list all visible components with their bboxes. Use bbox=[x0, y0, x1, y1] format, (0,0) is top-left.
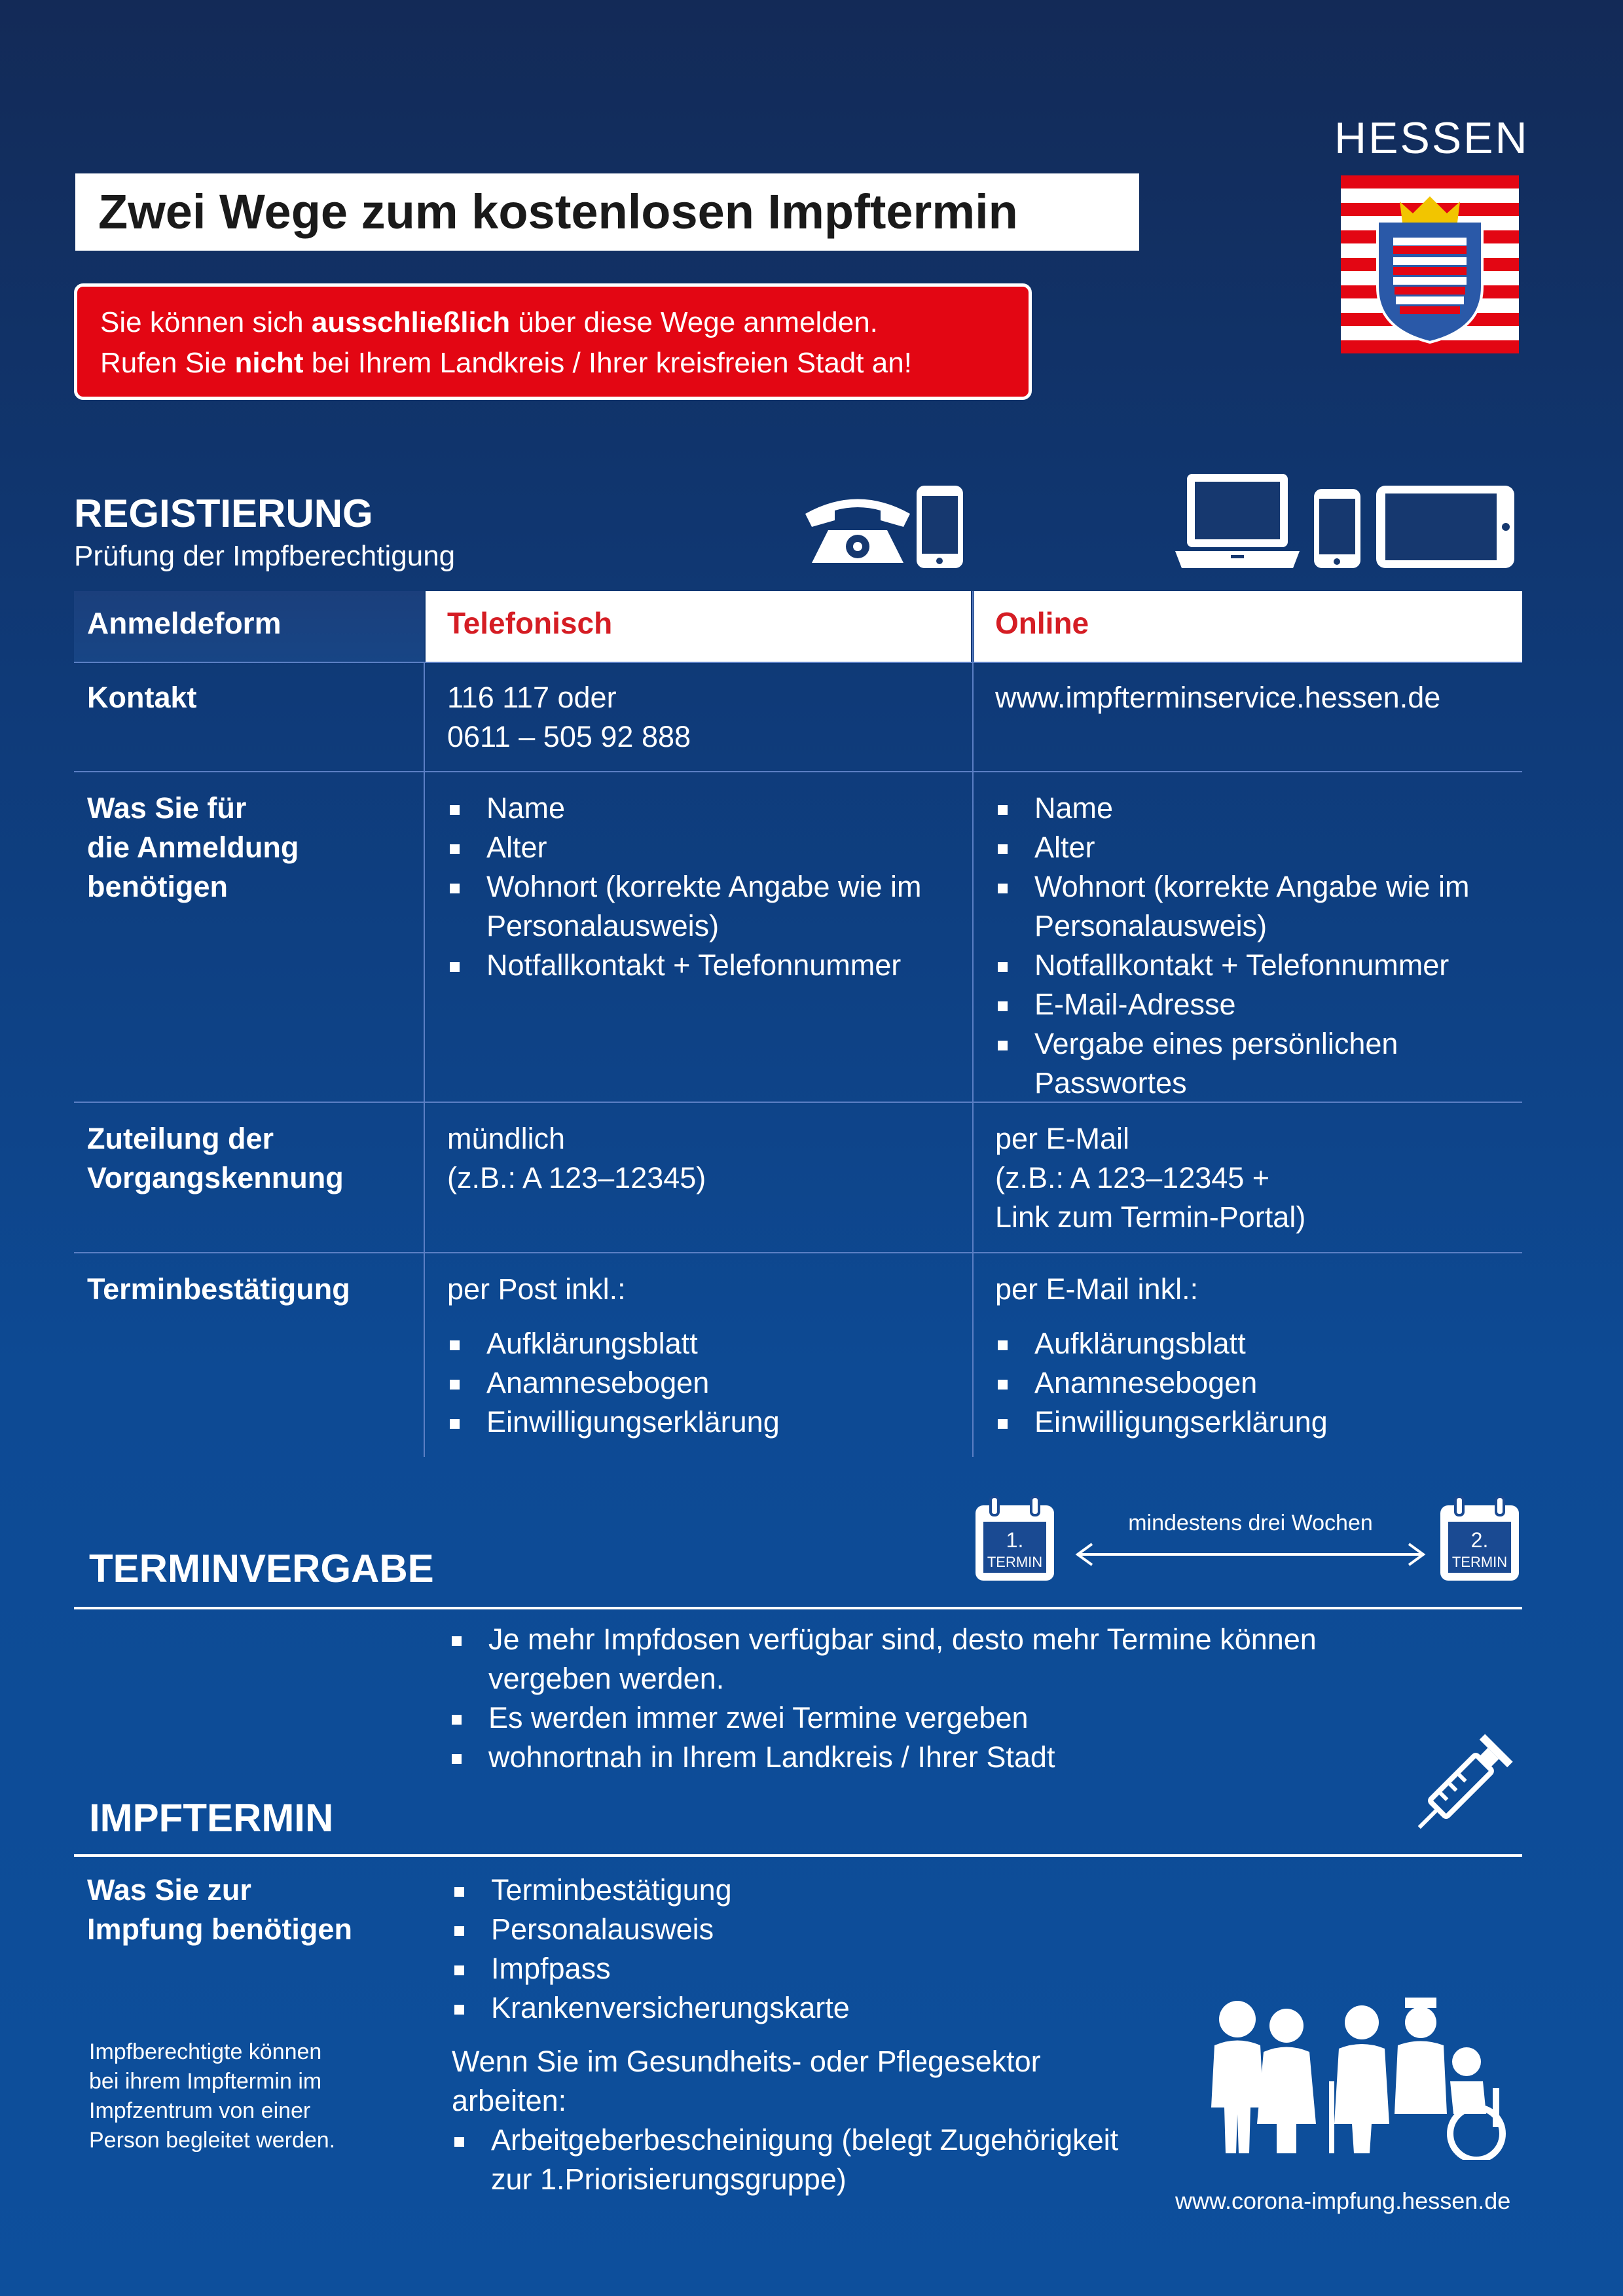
registrierung-title: REGISTIERUNG bbox=[74, 492, 373, 535]
list-item: Notfallkontakt + Telefonnummer bbox=[995, 946, 1519, 985]
list-item: Wohnort (korrekte Angabe wie im Personalausweis) bbox=[995, 867, 1519, 946]
note-line-2: bei ihrem Impftermin im bbox=[89, 2069, 322, 2094]
label-zuteilung bbox=[87, 1119, 344, 1198]
list-item: Personalausweis bbox=[452, 1910, 1172, 1949]
row-divider bbox=[74, 1252, 1522, 1253]
impftermin-list bbox=[452, 1871, 1172, 2028]
list-item: Je mehr Impfdosen verfügbar sind, desto mehr Termine können vergeben werden. bbox=[449, 1620, 1444, 1698]
benoetigt-telefon-list bbox=[447, 789, 971, 985]
terminvergabe-title: TERMINVERGABE bbox=[89, 1547, 434, 1590]
list-item: Notfallkontakt + Telefonnummer bbox=[447, 946, 971, 985]
warning-box bbox=[74, 283, 1032, 400]
tablet-icon bbox=[1375, 484, 1516, 569]
kontakt-telefon bbox=[447, 678, 691, 757]
terminvergabe-rule bbox=[74, 1607, 1522, 1609]
sector-intro bbox=[452, 2042, 1041, 2121]
list-item: Alter bbox=[447, 828, 971, 867]
sector-intro-line-1: Wenn Sie im Gesundheits- oder Pflegesektor bbox=[452, 2045, 1041, 2078]
calendar-2-num: 2. bbox=[1470, 1528, 1489, 1552]
sector-list bbox=[452, 2121, 1139, 2199]
header-anmeldeform: Anmeldeform bbox=[87, 606, 282, 640]
laptop-icon bbox=[1175, 473, 1300, 569]
label-benoetigt-line-2: die Anmeldung bbox=[87, 831, 299, 864]
kontakt-online-url[interactable]: www.impfterminservice.hessen.de bbox=[995, 681, 1441, 714]
bestaetigung-tel-intro: per Post inkl.: bbox=[447, 1272, 626, 1306]
label-impfung-line-2: Impfung benötigen bbox=[87, 1912, 352, 1946]
list-item: Alter bbox=[995, 828, 1519, 867]
note-line-1: Impfberechtigte können bbox=[89, 2039, 322, 2064]
begleitung-note bbox=[89, 2037, 335, 2155]
registrierung-subtitle: Prüfung der Impfberechtigung bbox=[74, 540, 456, 572]
zuteilung-tel-line-1: mündlich bbox=[447, 1122, 566, 1155]
calendar-1-num: 1. bbox=[1006, 1528, 1024, 1552]
people-group-icon bbox=[1198, 1996, 1525, 2160]
note-line-3: Impfzentrum von einer bbox=[89, 2098, 311, 2123]
zuteilung-online-line-1: per E-Mail bbox=[995, 1122, 1130, 1155]
benoetigt-online-list bbox=[995, 789, 1519, 1103]
hessen-coat-of-arms-icon bbox=[1341, 175, 1519, 353]
header-online: Online bbox=[995, 606, 1089, 640]
telephone-icon bbox=[799, 484, 917, 569]
label-benoetigt-line-1: Was Sie für bbox=[87, 791, 247, 825]
syringe-icon bbox=[1401, 1725, 1525, 1842]
list-item: Name bbox=[447, 789, 971, 828]
terminvergabe-list bbox=[449, 1620, 1444, 1777]
list-item: wohnortnah in Ihrem Landkreis / Ihrer Stadt bbox=[449, 1738, 1444, 1777]
website-link[interactable]: www.corona-impfung.hessen.de bbox=[1175, 2187, 1511, 2214]
warning-line-2: Rufen Sie nicht bei Ihrem Landkreis / Ihrer kreisfreien Stadt an! bbox=[100, 347, 912, 379]
kontakt-tel-line-2: 0611 – 505 92 888 bbox=[447, 720, 691, 753]
row-divider bbox=[74, 662, 1522, 663]
zuteilung-online bbox=[995, 1119, 1305, 1237]
zuteilung-tel-line-2: (z.B.: A 123–12345) bbox=[447, 1161, 706, 1194]
list-item: Aufklärungsblatt bbox=[995, 1324, 1519, 1363]
double-arrow-icon bbox=[1074, 1541, 1427, 1568]
row-divider bbox=[74, 771, 1522, 772]
label-benoetigt-line-3: benötigen bbox=[87, 870, 228, 903]
impftermin-title: IMPFTERMIN bbox=[89, 1796, 334, 1840]
bestaetigung-online-list bbox=[995, 1324, 1519, 1442]
calendar-1-label: TERMIN bbox=[987, 1554, 1043, 1570]
label-impfung-benoetigt bbox=[87, 1871, 352, 1949]
page-title: Zwei Wege zum kostenlosen Impftermin bbox=[75, 173, 1139, 251]
list-item: Anamnesebogen bbox=[447, 1363, 971, 1403]
label-impfung-line-1: Was Sie zur bbox=[87, 1873, 251, 1907]
zuteilung-online-line-3: Link zum Termin-Portal) bbox=[995, 1200, 1306, 1234]
label-benoetigt bbox=[87, 789, 299, 906]
bestaetigung-telefon-list bbox=[447, 1324, 971, 1442]
list-item: Name bbox=[995, 789, 1519, 828]
smartphone-icon bbox=[915, 484, 964, 569]
mobile-phone-icon bbox=[1313, 488, 1362, 569]
zuteilung-telefon bbox=[447, 1119, 706, 1198]
zuteilung-online-line-2: (z.B.: A 123–12345 + bbox=[995, 1161, 1270, 1194]
label-kontakt: Kontakt bbox=[87, 681, 197, 714]
label-zuteilung-line-1: Zuteilung der bbox=[87, 1122, 274, 1155]
interval-label: mindestens drei Wochen bbox=[1128, 1511, 1373, 1535]
warning-line-1: Sie können sich ausschließlich über diese Wege anmelden. bbox=[100, 306, 878, 338]
list-item: E-Mail-Adresse bbox=[995, 985, 1519, 1024]
sector-intro-line-2: arbeiten: bbox=[452, 2084, 567, 2117]
column-divider bbox=[424, 662, 425, 1457]
list-item: Krankenversicherungskarte bbox=[452, 1988, 1172, 2028]
list-item: Anamnesebogen bbox=[995, 1363, 1519, 1403]
list-item: Impfpass bbox=[452, 1949, 1172, 1988]
impftermin-rule bbox=[74, 1854, 1522, 1857]
list-item: Vergabe eines persönlichen Passwortes bbox=[995, 1024, 1519, 1103]
list-item: Wohnort (korrekte Angabe wie im Personalausweis) bbox=[447, 867, 971, 946]
header-telefonisch: Telefonisch bbox=[447, 606, 613, 640]
kontakt-tel-line-1: 116 117 oder bbox=[447, 681, 617, 714]
list-item: Einwilligungserklärung bbox=[995, 1403, 1519, 1442]
list-item: Terminbestätigung bbox=[452, 1871, 1172, 1910]
column-divider bbox=[972, 591, 974, 1457]
logo-text: HESSEN bbox=[1334, 113, 1529, 163]
label-zuteilung-line-2: Vorgangskennung bbox=[87, 1161, 344, 1194]
calendar-2-label: TERMIN bbox=[1451, 1554, 1508, 1570]
label-terminbestaetigung: Terminbestätigung bbox=[87, 1272, 350, 1306]
list-item: Aufklärungsblatt bbox=[447, 1324, 971, 1363]
list-item: Arbeitgeberbescheinigung (belegt Zugehörigkeit zur 1.Priorisierungsgruppe) bbox=[452, 2121, 1139, 2199]
note-line-4: Person begleitet werden. bbox=[89, 2128, 336, 2153]
list-item: Einwilligungserklärung bbox=[447, 1403, 971, 1442]
list-item: Es werden immer zwei Termine vergeben bbox=[449, 1698, 1444, 1738]
bestaetigung-online-intro: per E-Mail inkl.: bbox=[995, 1272, 1199, 1306]
